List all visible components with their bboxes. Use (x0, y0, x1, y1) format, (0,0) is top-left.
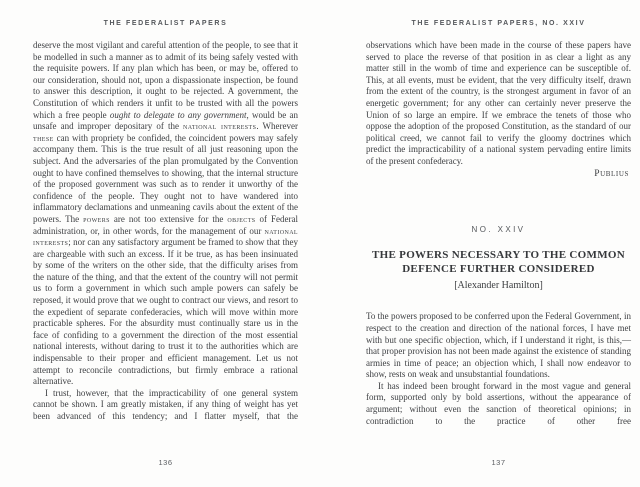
running-header-left: THE FEDERALIST PAPERS (103, 20, 228, 27)
body-text: , would be an unsafe and improper depositary of the (33, 109, 298, 132)
body-text: of Federal administration, or, in other words, for the management of our (33, 213, 298, 236)
chapter-number: NO. XXIV (471, 225, 526, 235)
page-number-left: 136 (158, 458, 173, 467)
small-caps-text: objects (227, 213, 256, 224)
chapter-title-line2: DEFENCE FURTHER CONSIDERED (402, 263, 595, 276)
continuation-text (366, 40, 631, 168)
chapter-author: [Alexander Hamilton] (454, 279, 543, 291)
body-text: observations which have been made in the course of these papers have served to place the reverse of that position in as clear a light as any matter still in the womb of time and experience can be susceptible of. This, at all events, must be evident, that the very difficulty itself, drawn from the extent of the country, is the strongest argument in favor of an energetic government; for any other can certainly never preserve the Union of so large an empire. If we embrace the tenets of those who oppose the adoption of the proposed Constitution, as the standard of our political creed, we cannot fail to verify the gloomy doctrines which predict the impracticability of a national system pervading entire limits of the present confederacy. (366, 40, 631, 166)
body-text: ; nor can any satisfactory argument be framed to show that they are chargeable with such an excess. If it be true, as has been insinuated by some of the writers on the other side, that the difficulty arises from the nature of the thing, and that the extent of the country will not permit us to form a government in which such ample powers can safely be reposed, it would prove that we ought to contract our views, and resort to the expedient of separate confederacies, which will move within more practicable spheres. For the absurdity must continually stare us in the face of confiding to a government the direction of the most essential national interests, without daring to trust it to the authorities which are indispensable to their proper and efficient management. Let us not attempt to reconcile contradictions, but firmly embrace a rational alternative. (33, 237, 298, 387)
right-page-body (366, 40, 631, 427)
paragraph (366, 381, 631, 427)
left-page (33, 0, 298, 487)
page-number-right: 137 (491, 458, 506, 467)
small-caps-text: national interests (33, 225, 298, 248)
body-text: I trust, however, that the impracticability of one general system cannot be shown. I am greatly mistaken, if any thing of weight has yet been advanced of this tendency; and I flatter myself, that the (33, 387, 298, 421)
small-caps-text: these (33, 132, 54, 143)
chapter-title-line1: THE POWERS NECESSARY TO THE COMMON (372, 248, 625, 261)
body-text: To the powers proposed to be conferred upon the Federal Government, in respect to the creation and direction of the national forces, I have met with but one specific objection, which, if I understand it right, is this,—that proper provision has not been made against the existence of standing armies in time of peace; an objection which, I shall now endeavor to show, rests on weak and unsubstantial foundations. (366, 311, 631, 380)
italic-text: ought to delegate to any government (109, 109, 247, 120)
body-text: are not too extensive for the (109, 213, 228, 224)
chapter-title (366, 248, 631, 277)
chapter-text (366, 311, 631, 427)
paragraph (366, 311, 631, 381)
running-header-right: THE FEDERALIST PAPERS, NO. XXIV (411, 20, 586, 27)
body-text: It has indeed been brought forward in the most vague and general form, supported only by bold assertions, without the appearance of argument; without even the sanction of theoretical opinions; in contradiction to the practice of other free (366, 380, 631, 426)
paragraph (33, 40, 298, 388)
paragraph (366, 40, 631, 168)
right-page (366, 0, 631, 487)
body-text: can with propriety be confided, the coincident powers may safely accompany them. This is the true result of all just reasoning upon the subject. And the adversaries of the plan promulgated by the Convention ought to have confined themselves to showing, that the internal structure of the proposed government was such as to render it unworthy of the confidence of the people. They ought not to have wandered into inflammatory declamations and unmeaning cavils about the extent of the powers. The (33, 132, 298, 224)
left-page-body (33, 40, 298, 423)
publius-signature: Publius (594, 168, 629, 179)
body-text: deserve the most vigilant and careful attention of the people, to see that it be modelled in such a manner as to admit of its being safely vested with the requisite powers. If any plan which has been, or may be, offered to our consideration, should not, upon a dispassionate inspection, be found to answer this description, it ought to be rejected. A government, the Constitution of which renders it unfit to be trusted with all the powers which a free people (33, 40, 298, 120)
small-caps-text: national interests (183, 121, 257, 132)
small-caps-text: powers (83, 213, 110, 224)
body-text: . Wherever (256, 121, 298, 132)
paragraph (33, 388, 298, 423)
